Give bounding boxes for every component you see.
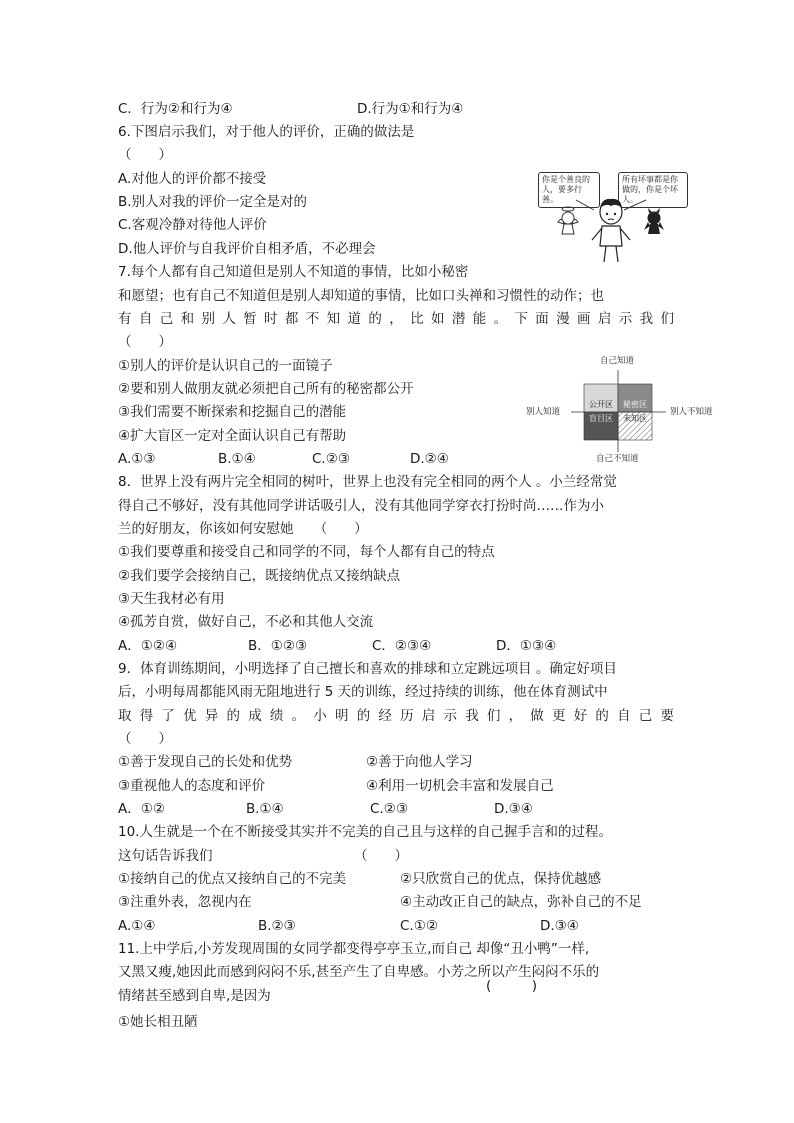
- comic-bubble-left: 你是个善良的人，要多行善。: [538, 172, 600, 208]
- q8-option-b: B．①②③: [248, 638, 308, 654]
- q9-option-a: A．①②: [118, 801, 165, 817]
- q7-stem-line-2: 和愿望；也有自己不知道但是别人却知道的事情，比如口头禅和习惯性的动作；也: [118, 288, 604, 304]
- johari-open-area: 公开区: [589, 400, 613, 409]
- q8-stem-line-3: 兰的好朋友，你该如何安慰她 （ ）: [118, 521, 368, 537]
- q11-stem-line-3: 情绪甚至感到自卑,是因为: [118, 988, 271, 1004]
- q10-statement-4: ④主动改正自己的缺点，弥补自己的不足: [400, 894, 642, 910]
- q10-option-b: B.②③: [258, 918, 296, 934]
- q7-option-d: D.②④: [410, 451, 449, 467]
- johari-secret-area: 秘密区: [623, 400, 647, 409]
- q6-option-d: D.他人评价与自我评价自相矛盾，不必理会: [118, 241, 376, 257]
- q9-option-d: D.③④: [494, 801, 533, 817]
- q8-statement-4: ④孤芳自赏，做好自己，不必和其他人交流: [118, 614, 374, 630]
- q6-option-a: A.对他人的评价都不接受: [118, 171, 267, 187]
- q7-stem-line-1: 7.每个人都有自己知道但是别人不知道的事情，比如小秘密: [118, 264, 469, 280]
- q9-stem-line-3: 取得了优异的成绩。小明的经历启示我们，做更好的自己要: [118, 708, 674, 724]
- q9-statement-4: ④利用一切机会丰富和发展自己: [366, 778, 554, 794]
- q9-statement-2: ②善于向他人学习: [366, 754, 473, 770]
- q5-option-d: D.行为①和行为④: [357, 101, 464, 117]
- q10-statement-1: ①接纳自己的优点又接纳自己的不完美: [118, 871, 347, 887]
- q8-statement-3: ③天生我材必有用: [118, 591, 225, 607]
- q10-statement-3: ③注重外表，忽视内在: [118, 894, 252, 910]
- q10-option-c: C.①②: [400, 918, 438, 934]
- q7-statement-1: ①别人的评价是认识自己的一面镜子: [118, 358, 333, 374]
- q10-option-d: D.③④: [540, 918, 579, 934]
- q6-option-b: B.别人对我的评价一定全是对的: [118, 194, 308, 210]
- q10-statement-2: ②只欣赏自己的优点，保持优越感: [400, 871, 602, 887]
- q10-answer-blank: （ ）: [354, 848, 408, 864]
- johari-blind-area: 盲目区: [589, 414, 613, 423]
- q7-stem-line-3: 有自己和别人暂时都不知道的，比如潜能。下面漫画启示我们: [118, 311, 674, 327]
- q9-option-c: C.②③: [370, 801, 408, 817]
- q8-option-d: D．①③④: [496, 638, 557, 654]
- comic-figure-illustration: [536, 170, 688, 265]
- q8-statement-2: ②我们要学会接纳自己，既接纳优点又接纳缺点: [118, 568, 401, 584]
- q11-stem-line-1: 11.上中学后,小芳发现周围的女同学都变得亭亭玉立,而自己 却像“丑小鸭”一样,: [118, 941, 590, 957]
- q9-statement-3: ③重视他人的态度和评价: [118, 778, 266, 794]
- johari-label-right: 别人不知道: [670, 407, 713, 417]
- q11-stem-line-2: 又黑又瘦,她因此而感到闷闷不乐,甚至产生了自卑感。小芳之所以产生闷闷不乐的: [118, 964, 600, 980]
- q8-stem-line-2: 得自己不够好，没有其他同学讲话吸引人，没有其他同学穿衣打扮时尚……作为小: [118, 498, 604, 514]
- q7-statement-4: ④扩大盲区一定对全面认识自己有帮助: [118, 428, 347, 444]
- johari-window-diagram: [526, 356, 726, 466]
- q7-answer-blank: （ ）: [118, 334, 172, 350]
- q5-option-c: C．行为②和行为④: [118, 101, 233, 117]
- q6-stem: 6.下图启示我们，对于他人的评价，正确的做法是: [118, 124, 415, 140]
- q11-answer-blank: ( ): [486, 978, 538, 994]
- q9-option-b: B.①④: [246, 801, 284, 817]
- q7-statement-2: ②要和别人做朋友就必须把自己所有的秘密都公开: [118, 381, 414, 397]
- johari-label-bottom: 自己不知道: [596, 454, 639, 464]
- q9-stem-line-1: 9．体育训练期间，小明选择了自己擅长和喜欢的排球和立定跳远项目 。确定好项目: [118, 661, 617, 677]
- q7-option-a: A.①③: [118, 451, 156, 467]
- q8-stem-line-1: 8．世界上没有两片完全相同的树叶，世界上也没有完全相同的两个人 。小兰经常觉: [118, 474, 617, 490]
- comic-bubble-right: 所有坏事都是你做的，你是个坏人。: [618, 172, 688, 208]
- q7-option-b: B.①④: [218, 451, 256, 467]
- q8-option-c: C．②③④: [372, 638, 432, 654]
- q10-option-a: A.①④: [118, 918, 156, 934]
- q8-statement-1: ①我们要尊重和接受自己和同学的不同，每个人都有自己的特点: [118, 544, 495, 560]
- johari-unknown-area: 未知区: [623, 414, 647, 423]
- q6-option-c: C.客观冷静对待他人评价: [118, 217, 267, 233]
- q7-option-c: C.②③: [312, 451, 350, 467]
- q9-statement-1: ①善于发现自己的长处和优势: [118, 754, 293, 770]
- q9-answer-blank: （ ）: [118, 731, 172, 747]
- q9-stem-line-2: 后，小明每周都能风雨无阻地进行 5 天的训练，经过持续的训练，他在体育测试中: [118, 684, 608, 700]
- q11-statement-1: ①她长相丑陋: [118, 1014, 198, 1030]
- q6-answer-blank: （ ）: [118, 147, 172, 163]
- q7-statement-3: ③我们需要不断探索和挖掘自己的潜能: [118, 404, 347, 420]
- johari-label-top: 自己知道: [600, 356, 635, 366]
- q10-stem-line-1: 10.人生就是一个在不断接受其实并不完美的自己且与这样的自己握手言和的过程。: [118, 824, 612, 840]
- evaluation-comic: [536, 170, 688, 265]
- johari-label-left: 别人知道: [526, 407, 561, 417]
- q8-option-a: A．①②④: [118, 638, 178, 654]
- q10-stem-line-2: 这句话告诉我们: [118, 848, 213, 864]
